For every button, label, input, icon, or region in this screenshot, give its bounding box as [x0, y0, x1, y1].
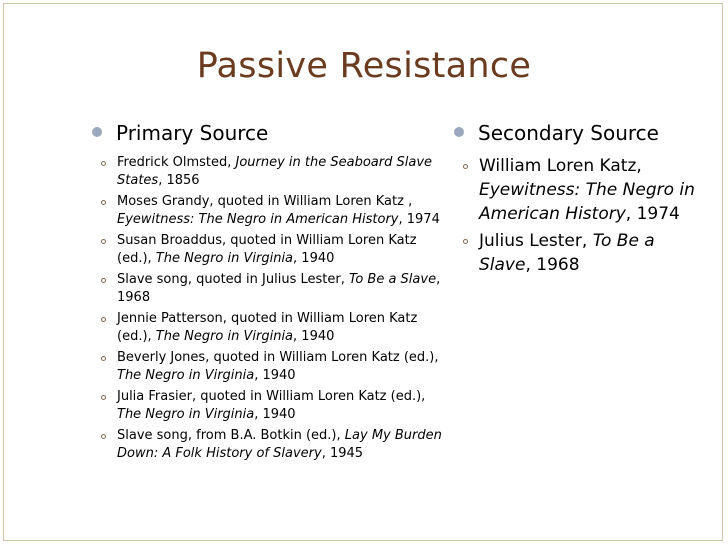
citation-text: Slave song, from B.A. Botkin (ed.),: [117, 428, 345, 443]
citation-year: , 1940: [293, 328, 335, 344]
primary-source-item: [92, 427, 452, 462]
citation-year: , 1974: [398, 211, 440, 227]
citation-year: , 1940: [254, 406, 296, 422]
citation-text: Susan Broaddus, quoted in William Loren Katz (ed.),: [117, 233, 417, 266]
ring-bullet-icon: [101, 356, 106, 361]
citation-text: William Loren Katz,: [479, 156, 642, 176]
citation-year: , 1974: [625, 204, 680, 224]
slide-title: Passive Resistance: [196, 46, 532, 86]
citation-text: Fredrick Olmsted,: [117, 155, 236, 170]
ring-bullet-icon: [101, 161, 106, 166]
citation-year: , 1940: [254, 367, 296, 383]
citation-title: The Negro in Virginia: [155, 250, 294, 266]
primary-source-item: [92, 310, 452, 345]
ring-bullet-icon: [101, 395, 106, 400]
ring-bullet-icon: [101, 200, 106, 205]
citation-title: To Be a Slave: [348, 272, 437, 287]
primary-source-item: [92, 349, 452, 384]
citation-title: Eyewitness: The Negro in American History: [479, 180, 695, 224]
citation-year: , 1968: [525, 255, 580, 275]
primary-source-item: [92, 271, 452, 306]
citation-title: The Negro in Virginia: [155, 328, 294, 344]
citation-title: Lay My Burden Down: A Folk History of Slavery: [117, 428, 442, 461]
secondary-source-label: Secondary Source: [478, 121, 659, 145]
citation-text: Moses Grandy, quoted in William Loren Katz ,: [117, 194, 413, 209]
filled-bullet-icon: [454, 127, 464, 137]
citation-text: Julius Lester,: [479, 231, 593, 251]
primary-source-heading: [92, 120, 452, 146]
citation-year: , 1968: [117, 272, 441, 305]
secondary-source-item: [454, 229, 704, 277]
ring-bullet-icon: [101, 317, 106, 322]
primary-source-column: [92, 120, 452, 466]
secondary-source-column: [454, 120, 704, 280]
primary-source-list: [92, 154, 452, 462]
citation-text: Slave song, quoted in Julius Lester,: [117, 272, 349, 287]
citation-title: To Be a Slave: [479, 231, 655, 275]
ring-bullet-icon: [101, 278, 106, 283]
ring-bullet-icon: [463, 239, 468, 244]
ring-bullet-icon: [463, 164, 468, 169]
citation-title: Eyewitness: The Negro in American History: [117, 211, 399, 227]
ring-bullet-icon: [101, 239, 106, 244]
ring-bullet-icon: [101, 434, 106, 439]
citation-year: , 1940: [293, 250, 335, 266]
primary-source-item: [92, 388, 452, 423]
citation-title: The Negro in Virginia: [117, 367, 255, 383]
citation-text: Julia Frasier, quoted in William Loren Katz (ed.),: [117, 389, 426, 404]
citation-text: Beverly Jones, quoted in William Loren Katz (ed.),: [117, 350, 439, 365]
secondary-source-list: [454, 154, 704, 277]
primary-source-item: [92, 154, 452, 189]
primary-source-item: [92, 232, 452, 267]
citation-year: , 1945: [321, 445, 364, 461]
citation-year: , 1856: [158, 172, 200, 188]
citation-title: Journey in the Seaboard Slave States: [117, 155, 433, 188]
filled-bullet-icon: [92, 127, 102, 137]
secondary-source-heading: [454, 120, 704, 146]
primary-source-label: Primary Source: [116, 121, 269, 145]
secondary-source-item: [454, 154, 704, 226]
citation-text: Jennie Patterson, quoted in William Loren Katz (ed.),: [117, 311, 418, 344]
citation-title: The Negro in Virginia: [117, 406, 255, 422]
primary-source-item: [92, 193, 452, 228]
